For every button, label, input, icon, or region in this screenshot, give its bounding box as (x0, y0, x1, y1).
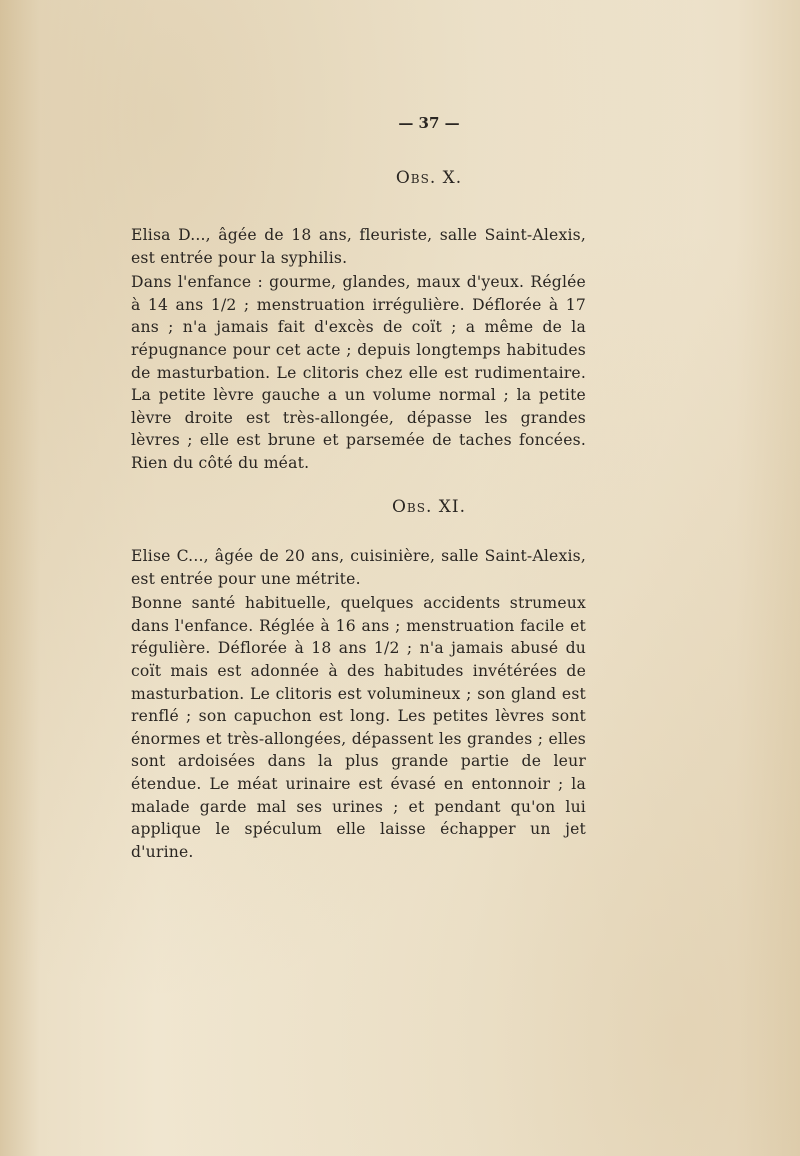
observation-heading (0, 168, 800, 188)
paragraph: Elise C..., âgée de 20 ans, cuisinière, salle Saint-Alexis, est entrée pour une métrite. (131, 547, 586, 588)
observation-heading-text: Obs. X. (395, 168, 463, 188)
observation-heading (0, 497, 800, 517)
observation-heading-text: Obs. XI. (391, 497, 466, 517)
paragraph: Elisa D..., âgée de 18 ans, fleuriste, salle Saint-Alexis, est entrée pour la syphilis. (131, 226, 586, 267)
paragraph: Bonne santé habituelle, quelques accidents strumeux dans l'enfance. Réglée à 16 ans ; menstruation facile et régulière. Déflorée à 18 ans 1/2 ; n'a jamais abusé du coït mais est adonnée à des habitudes invétérées de masturbation. Le clitoris est volumineux ; son gland est renflé ; son capuchon est long. Les petites lèvres sont énormes et très-allongées, dépassent les grandes ; elles sont ardoisées dans la plus grande partie de leur étendue. Le méat urinaire est évasé en entonnoir ; la malade garde mal ses urines ; et pendant qu'on lui applique le spéculum elle laisse échapper un jet d'urine. (131, 594, 586, 861)
observation-body (131, 545, 586, 863)
paragraph: Dans l'enfance : gourme, glandes, maux d'yeux. Réglée à 14 ans 1/2 ; menstruation irrégulière. Déflorée à 17 ans ; n'a jamais fait d'excès de coït ; a même de la répugnance pour cet acte ; depuis longtemps habitudes de masturbation. Le clitoris chez elle est rudimentaire. La petite lèvre gauche a un volume normal ; la petite lèvre droite est très-allongée, dépasse les grandes lèvres ; elle est brune et parsemée de taches foncées. Rien du côté du méat. (131, 273, 586, 472)
page-number: — 37 — (398, 114, 460, 132)
observation-body (131, 224, 586, 475)
